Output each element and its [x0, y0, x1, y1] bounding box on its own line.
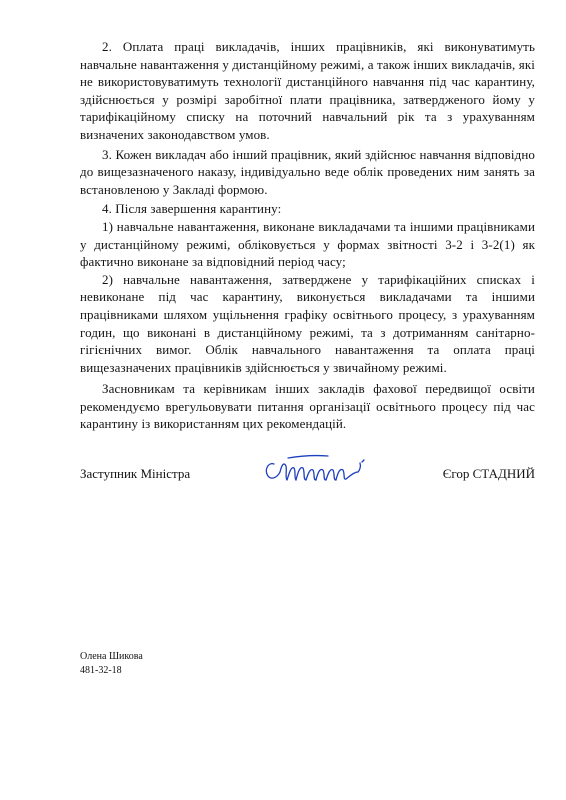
paragraph-item-2: 2) навчальне навантаження, затверджене у тарифікаційних списках і невиконане під час карантину, виконується викладачами та іншими працівниками шляхом ущільнення графіку освітнього процесу, з урахуванням годин, що виконані в дистанційному режимі, та з дотриманням санітарно-гігієнічних вимог. Облік навчального навантаження та оплата праці вищезазначених працівників здійснюється у звичайному режимі. [80, 271, 535, 375]
paragraph-after-quarantine: 4. Після завершення карантину: [102, 201, 282, 217]
executor-phone: 481-32-18 [80, 665, 122, 676]
paragraph-recommendation: Засновникам та керівникам інших закладів фахової передвищої освіти рекомендуємо врегульовувати питання організації освітнього процесу під час карантину із використанням цих рекомендацій. [80, 381, 535, 432]
paragraph-item-1: 1) навчальне навантаження, виконане викладачами та іншими працівниками у дистанційному режимі, обліковується у формах звітності 3-2 і 3-2(1) як фактично виконане за відповідний період часу; [80, 218, 535, 270]
paragraph-payment: 2. Оплата праці викладачів, інших працівників, які виконуватимуть навчальне навантаження у дистанційному режимі, а також інших викладачів, які не використовуватимуть технології дистанційного навчання під час карантину, здійснюється у розмірі заробітної плати працівника, затвердженого йому у тарифікаційному списку на поточний навчальний рік та з урахуванням визначених законодавством умов. [80, 39, 535, 142]
executor-info [80, 650, 143, 678]
signature-block [80, 458, 535, 498]
document-body [80, 38, 535, 433]
signer-position: Заступник Міністра [80, 466, 191, 481]
executor-name: Олена Шикова [80, 651, 143, 662]
signer-name: Єгор СТАДНИЙ [442, 466, 535, 481]
paragraph-accounting: 3. Кожен викладач або інший працівник, який здійснює навчання відповідно до вищезазначеного наказу, індивідуально веде облік проведених ним занять за встановленою у Закладі формою. [80, 146, 535, 197]
handwritten-signature [260, 450, 380, 490]
